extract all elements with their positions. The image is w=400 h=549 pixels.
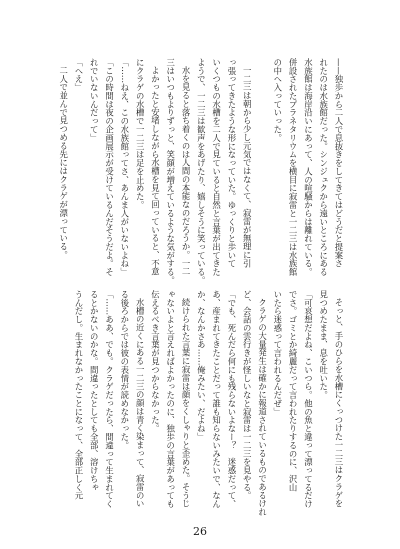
dialogue-line: 「でも、死んだら何にも残らないよなー？ 迷惑だって、 [226, 290, 237, 509]
lower-text-block [71, 290, 346, 517]
text-line: 続けられた言葉に寂雷は顔をくしゃりと歪めた。そうじ [181, 298, 192, 509]
text-line: クラゲの大量発生は確かに報道されているものであるけれ [257, 298, 268, 517]
dialogue-line: うんだし。生まれなかったことになって、全部正しく元 [73, 290, 84, 500]
text-line: いくつもの水槽を二人で見ていると自然と言葉が出てきた [211, 58, 222, 277]
dialogue-line: か、なんかさあ……俺みたい、だよね」 [196, 290, 207, 441]
dialogue-line: るとかないのかな。間違ったとしても全部、溶けちゃ [89, 290, 100, 492]
text-line: 併設されたプラネタリウムを横目に寂雷と一二三は水族館 [288, 58, 299, 277]
dialogue-line: れでいないんだって」 [89, 58, 100, 142]
dialogue-line: いたら迷惑って言われるんだぜ」 [272, 290, 283, 416]
dialogue-line: でさ。ゴミとか綺麗だって言われたりするのに、沢山 [288, 290, 299, 492]
text-line: 伝えるべき言葉が見つからなかった。 [150, 290, 161, 433]
dialogue-line: 「へえ」 [73, 58, 84, 92]
text-line: る後ろからでは彼の表情が読めなかった。 [119, 290, 130, 450]
text-line: 水族館は海岸沿いにあって、人の喧騒からは離れている。 [303, 58, 314, 277]
dialogue-line: 「可哀想だよね、こいつら。他の魚と違って漂ってるだけ [303, 290, 314, 509]
text-line: の中へ入っていった。 [272, 58, 283, 142]
dialogue-line: 「……ああ、でも。クラゲだったら、間違って生まれてく [104, 290, 115, 509]
text-line: れたのは水族館だった。シンジュクから遠いところにある [318, 58, 329, 277]
text-line: 水を見ると落ち着くのは人間の本能なのだろうか。一二 [181, 66, 192, 277]
dialogue-line: あ、産まれてきたことだって誰も知らないみたいで、なん [211, 290, 222, 509]
text-line: 水槽の近くにある一二三の顔は青く染まって、寂雷のい [135, 298, 146, 509]
text-line: よかったと安堵しながら水槽を見て回っていると、不意 [150, 66, 161, 277]
text-line: 見つめたまま、息を吐いた。 [318, 290, 329, 400]
text-line: 一二三は朝から少し元気ではなくて、寂雷が無理に引 [242, 66, 253, 268]
dialogue-line: 「この時間は夜の企画展示が受けているんだそうだよ。そ [104, 58, 115, 277]
text-line: っ張ってきたような形になっていた。ゆっくりと歩いて [226, 58, 237, 268]
text-line: にクラゲの水槽で一二三は足を止めた。 [135, 58, 146, 210]
dialogue-line: 「……ねえ、この水族館ってさ、あんま人がいないよね」 [119, 58, 130, 277]
upper-text-block [55, 58, 346, 285]
text-line: ようで、一二三は歓声をあげたり、嬉しそうに笑っている。 [196, 58, 207, 285]
text-line: ——独歩から二人で息抜きをしてきてはどうだと提案さ [334, 58, 344, 268]
text-line: ゃないよと言えればよかったのに、独歩の言葉があっても [165, 290, 176, 509]
text-line: そっと、手のひらを水槽にくっつけた一二三はクラゲを [334, 298, 344, 509]
text-line: 二人で並んで見つめる先にはクラゲが漂っている。 [58, 66, 69, 260]
scene-break [254, 58, 269, 285]
text-line: ど、会話の雲行きが怪しいなと寂雷は一二三を見やる。 [242, 290, 253, 500]
text-line: 三はいつもよりずっと、笑顔が増えているような気がする。 [165, 58, 176, 285]
page-number: 26 [193, 525, 207, 538]
